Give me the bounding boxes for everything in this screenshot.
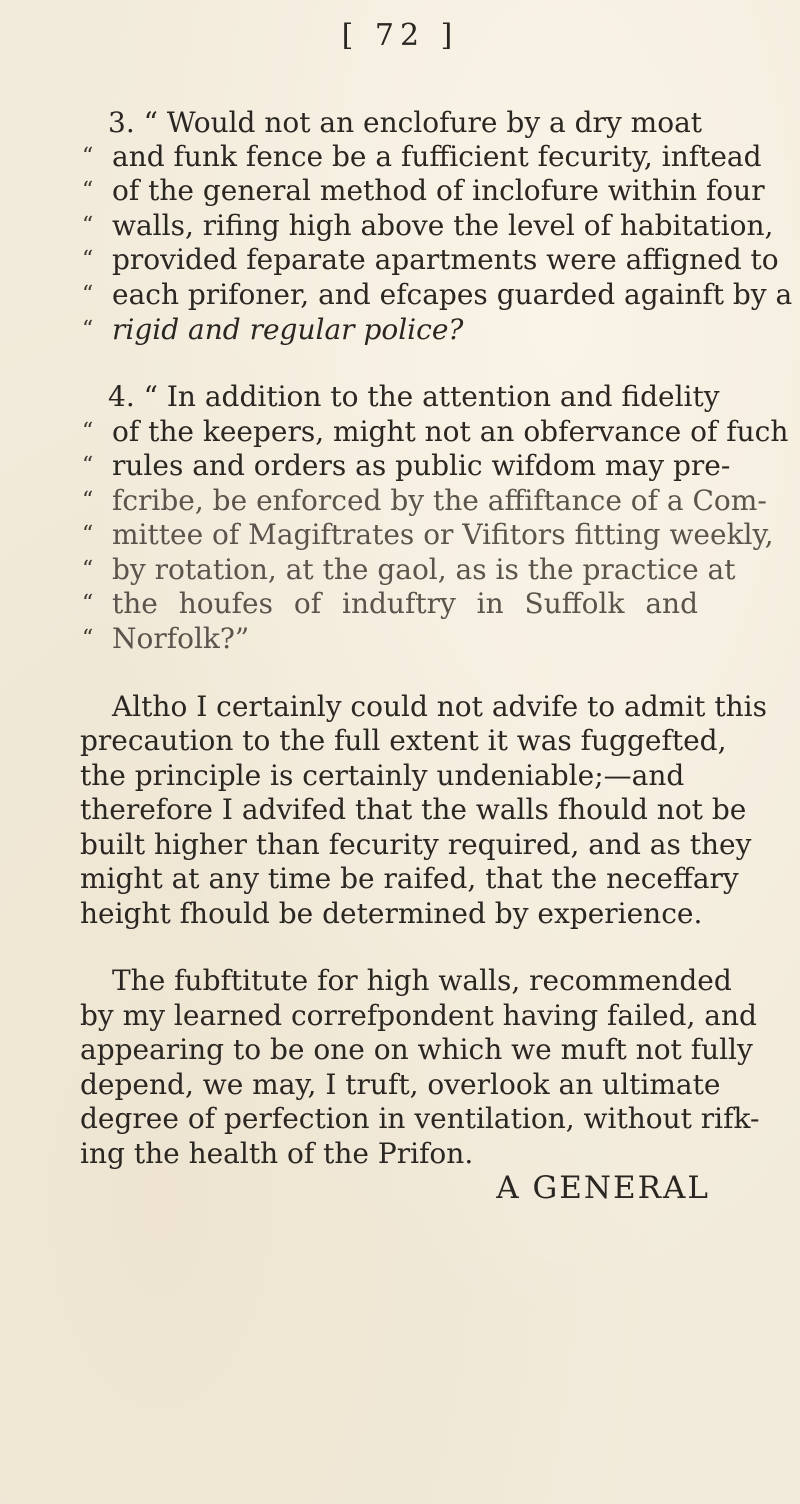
text-line-content: each prifoner, and efcapes guarded againft by a xyxy=(112,278,793,311)
text-line-content: and funk fence be a fufficient fecurity, inftead xyxy=(112,140,762,173)
text-line-content: rigid and regular police? xyxy=(112,313,464,346)
quote-mark: “ xyxy=(82,419,94,444)
text-line-content: of the general method of inclofure within four xyxy=(112,174,765,207)
text-line-content: mittee of Magiftrates or Vifitors fitting weekly, xyxy=(112,518,774,551)
text-line-content: of the keepers, might not an obfervance of fuch xyxy=(112,415,789,448)
text-line-content: by my learned correfpondent having failed, and xyxy=(80,999,757,1032)
text-line-content: Norfolk?” xyxy=(112,622,250,655)
quote-mark: “ xyxy=(82,591,94,616)
text-line-content: walls, rifing high above the level of habitation, xyxy=(112,209,774,242)
text-line-content: built higher than fecurity required, and as they xyxy=(80,828,752,861)
text-line-content: 4. “ In addition to the attention and fidelity xyxy=(108,380,720,413)
quote-mark: “ xyxy=(82,317,94,342)
text-line-content: Altho I certainly could not advife to admit this xyxy=(112,690,767,723)
quote-mark: “ xyxy=(82,178,94,203)
text-line-content: precaution to the full extent it was fuggefted, xyxy=(80,724,727,757)
quote-mark: “ xyxy=(82,453,94,478)
quote-mark: “ xyxy=(82,522,94,547)
text-line-content: by rotation, at the gaol, as is the practice at xyxy=(112,553,736,586)
text-line-content: The fubftitute for high walls, recommended xyxy=(112,964,732,997)
text-line-content: degree of perfection in ventilation, without rifk- xyxy=(80,1102,760,1135)
text-line-content: height fhould be determined by experience. xyxy=(80,897,703,930)
quote-mark: “ xyxy=(82,247,94,272)
quote-mark: “ xyxy=(82,144,94,169)
page-header: [ 72 ] xyxy=(341,18,459,53)
text-line-content: depend, we may, I truft, overlook an ultimate xyxy=(80,1068,721,1101)
text-line-content: ing the health of the Prifon. xyxy=(80,1137,474,1170)
text-line-content: fcribe, be enforced by the affiftance of a Com- xyxy=(112,484,767,517)
text-line-content: the houfes of induftry in Suffolk and xyxy=(112,587,698,620)
text-line-content: rules and orders as public wifdom may pre- xyxy=(112,449,731,482)
quote-mark: “ xyxy=(82,488,94,513)
quote-mark: “ xyxy=(82,213,94,238)
text-line-content: therefore I advifed that the walls fhould not be xyxy=(80,793,747,826)
text-line-content: might at any time be raifed, that the neceffary xyxy=(80,862,739,895)
quote-mark: “ xyxy=(82,557,94,582)
text-line-content: appearing to be one on which we muft not fully xyxy=(80,1033,753,1066)
catchword: A GENERAL xyxy=(496,1170,710,1206)
quote-mark: “ xyxy=(82,282,94,307)
text-line-content: provided feparate apartments were affigned to xyxy=(112,243,779,276)
text-line-content: 3. “ Would not an enclofure by a dry moat xyxy=(108,106,703,139)
quote-mark: “ xyxy=(82,626,94,651)
text-line-content: the principle is certainly undeniable;—and xyxy=(80,759,685,792)
